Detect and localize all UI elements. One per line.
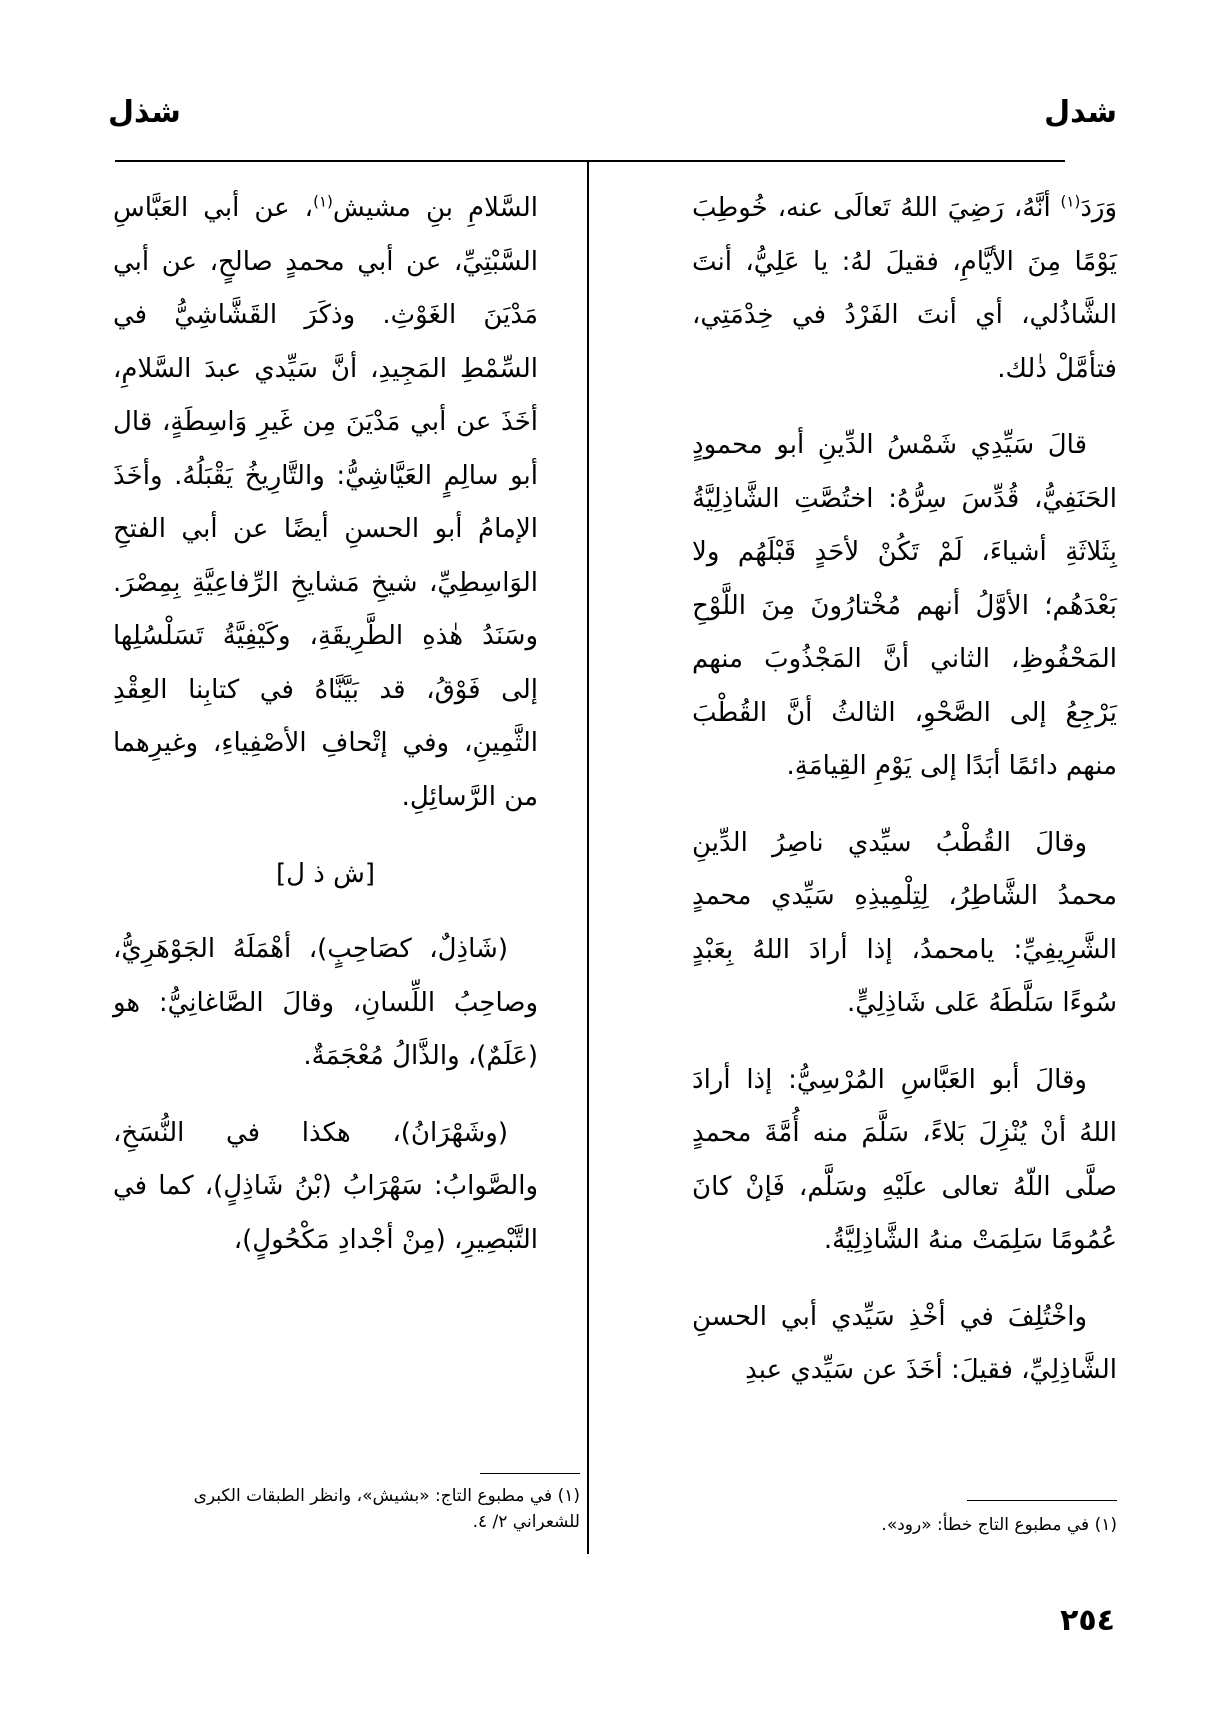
first-words: السَّلامِ بنِ مشيش — [332, 193, 538, 223]
entry-paragraph-1: (شَاذِلٌ، كصَاحِبٍ)، أهْمَلَهُ الجَوْهَرِيُّ، وصاحِبُ اللِّسانِ، وقالَ الصَّاغانِيُّ: هو (عَلَمٌ)، والذَّالُ مُعْجَمَةٌ. — [113, 934, 538, 1071]
first-word: وَرَدَ — [1080, 193, 1118, 223]
right-paragraph-4: وقالَ أبو العَبَّاسِ المُرْسِيُّ: إذا أرادَ اللهُ أنْ يُنْزِلَ بَلاءً، سَلَّمَ منه أُمَّةَ محمدٍ صلَّى اللّهُ تعالى علَيْهِ وسَلَّم، فَإنْ كانَ عُمُومًا سَلِمَتْ منهُ الشَّاذِلِيَّةُ. — [692, 1064, 1117, 1255]
footnote-left: (١) في مطبوع التاج: «بشيش»، وانظر الطبقات الكبرى للشعراني ٢/ ٤. — [193, 1486, 580, 1532]
right-paragraph-5: واخْتُلِفَ في أخْذِ سَيِّدي أبي الحسنِ الشَّاذِلِيِّ، فقيلَ: أخَذَ عن سَيِّدي عبدِ — [692, 1301, 1117, 1385]
right-column — [692, 182, 1117, 1421]
footnote-rule-left — [480, 1473, 580, 1474]
left-column — [113, 182, 538, 1290]
left-paragraph-1 — [113, 182, 538, 824]
running-head-right: شدل — [1044, 95, 1117, 130]
entry-heading: [ش ذ ل] — [275, 859, 376, 889]
footnote-marker: (١) — [313, 192, 333, 211]
right-paragraph-1 — [692, 182, 1117, 396]
running-head-left: شذل — [108, 95, 181, 130]
footnote-marker: (١) — [1060, 192, 1081, 211]
paragraph-text: أنَّهُ، رَضِيَ اللهُ تَعالَى عنه، خُوطِبَ يَوْمًا مِنَ الأيَّامِ، فقيلَ لهُ: يا عَلِيُّ، أنتَ الشَّاذُلي، أي أنتَ الفَرْدُ في خِدْمَتِي، فتأمَّلْ ذٰلك. — [692, 193, 1117, 384]
right-paragraph-3: وقالَ القُطْبُ سيِّدي ناصِرُ الدِّينِ محمدُ الشَّاطِرُ، لِتِلْمِيذِهِ سَيِّدي محمدٍ الشَّرِيفِيِّ: يامحمدُ، إذا أرادَ اللهُ بِعَبْدٍ سُوءًا سَلَّطَهُ عَلى شَاذِلِيٍّ. — [692, 827, 1117, 1018]
paragraph-text: ، عن أبي العَبَّاسِ السَّبْتِيِّ، عن أبي محمدٍ صالحٍ، عن أبي مَدْيَنَ الغَوْثِ. وذكَرَ القَشَّاشِيُّ في السِّمْطِ المَجِيدِ، أنَّ سَيِّدي عبدَ السَّلامِ، أخَذَ عن أبي مَدْيَنَ مِن غَيرِ وَاسِطَةٍ، قال أبو سالِمٍ العَيَّاشِيُّ: والتَّارِيخُ يَقْبَلُهُ. وأخَذَ الإمامُ أبو الحسنِ أيضًا عن أبي الفتحِ الوَاسِطِيِّ، شيخِ مَشايخِ الرِّفاعِيَّةِ بِمِصْرَ. وسَنَدُ هٰذهِ الطَّرِيقَةِ، وكَيْفِيَّةُ تَسَلْسُلِها إلى فَوْقُ، قد بَيَّنَّاهُ في كتابِنا العِقْدِ الثَّمِينِ، وفي إتْحافِ الأصْفِياءِ، وغيرِهما من الرَّسائِلِ. — [113, 193, 538, 812]
right-paragraph-2: قالَ سَيِّدِي شَمْسُ الدِّينِ أبو محمودٍ الحَنَفِيُّ، قُدِّسَ سِرُّهُ: اختُصَّتِ الشَّاذِلِيَّةُ بِثَلاثَةِ أشياءَ، لَمْ تَكُنْ لأحَدٍ قَبْلَهُم ولا بَعْدَهُم؛ الأوَّلُ أنهم مُخْتارُونَ مِنَ اللَّوْحِ المَحْفُوظِ، الثاني أنَّ المَجْذُوبَ منهم يَرْجِعُ إلى الصَّحْوِ، الثالثُ أنَّ القُطْبَ منهم دائمًا أبَدًا إلى يَوْمِ القِيامَةِ. — [692, 430, 1117, 781]
footnote-right: (١) في مطبوع التاج خطأ: «رود». — [881, 1515, 1117, 1535]
footnote-rule-right — [967, 1500, 1117, 1501]
header-rule — [115, 160, 1065, 162]
page-number: ٢٥٤ — [1060, 1603, 1115, 1638]
entry-paragraph-2: (وشَهْرَانُ)، هكذا في النُّسَخِ، والصَّوابُ: سَهْرَابُ (بْنُ شَاذِلٍ)، كما في التَّبْصِيرِ، (مِنْ أجْدادِ مَكْحُولٍ)، — [113, 1117, 538, 1255]
column-divider — [587, 162, 589, 1554]
